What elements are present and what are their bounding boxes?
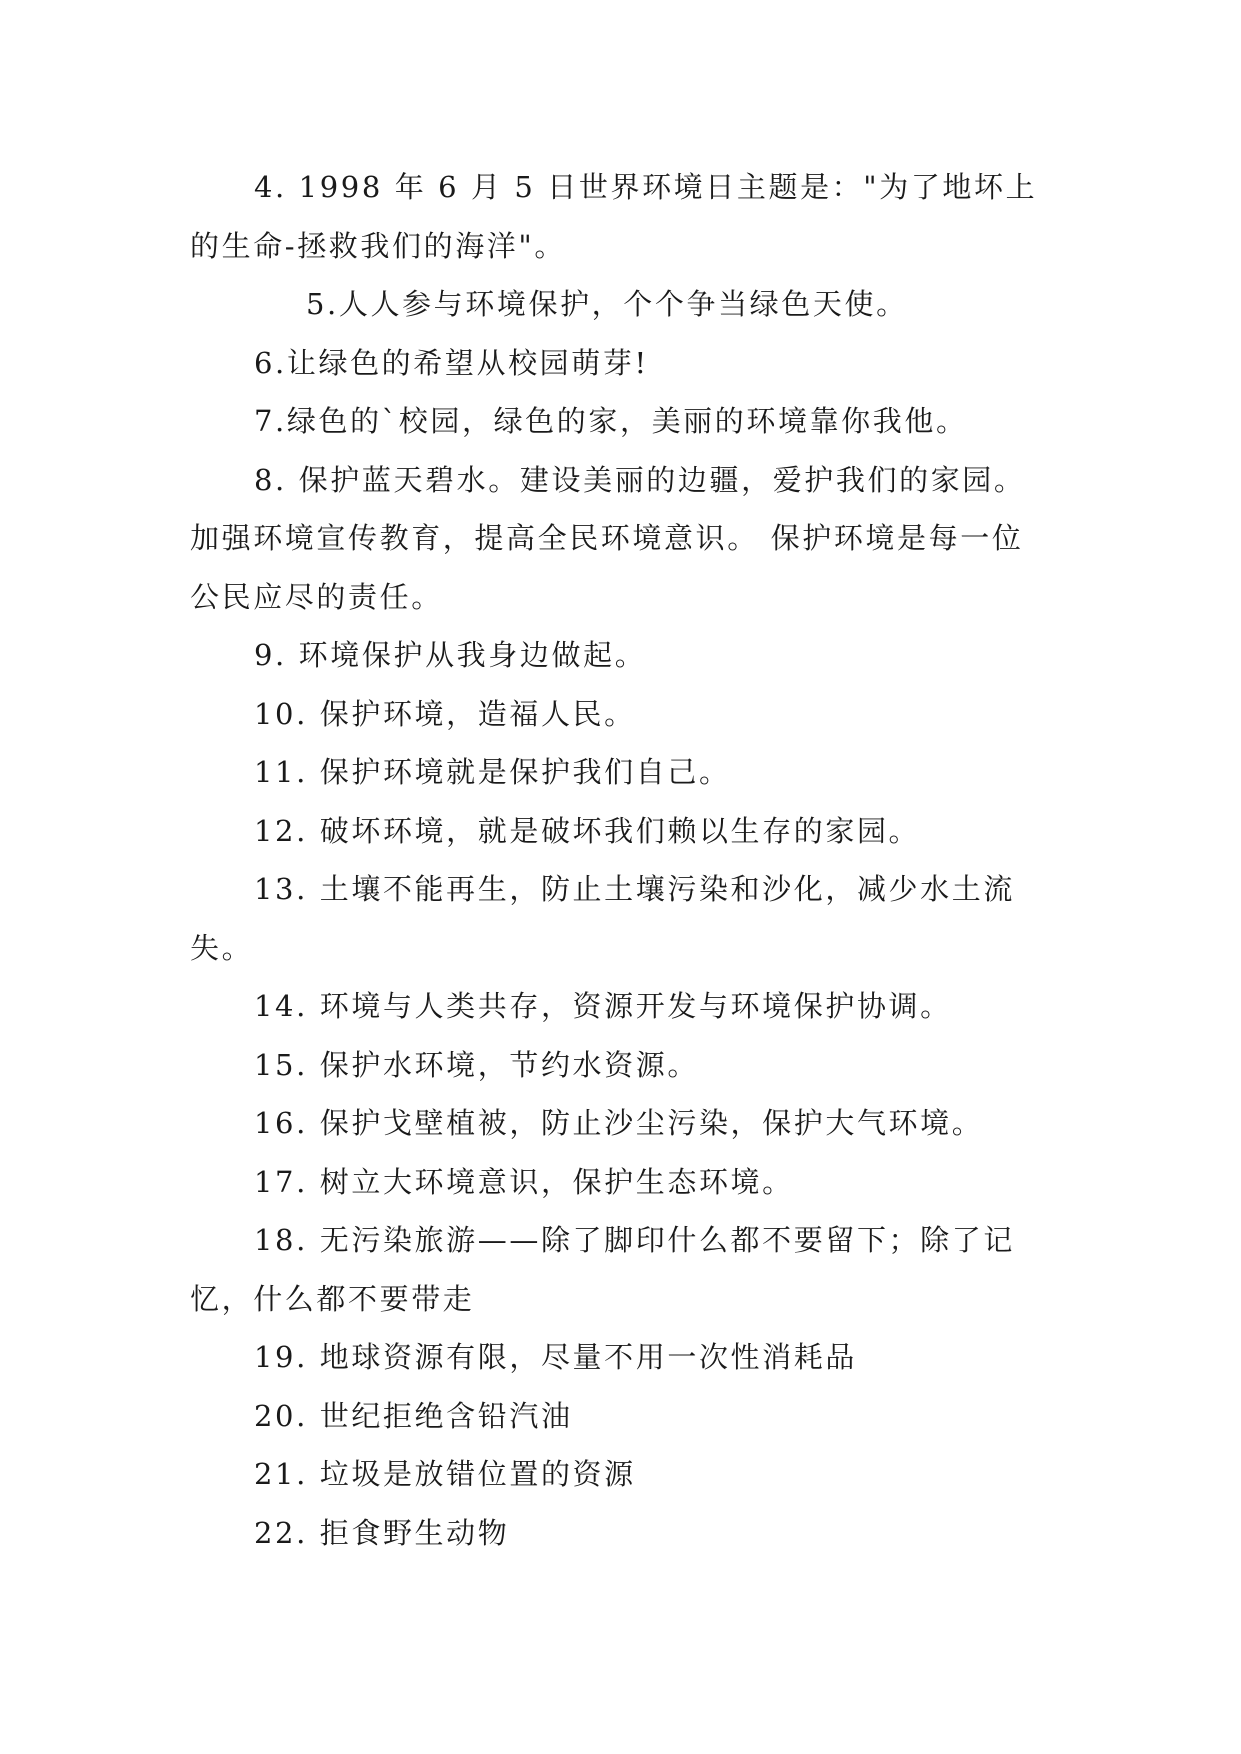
list-item: 11. 保护环境就是保护我们自己。 <box>254 755 731 789</box>
list-item: 21. 垃圾是放错位置的资源 <box>254 1457 636 1491</box>
list-item: 14. 环境与人类共存，资源开发与环境保护协调。 <box>254 989 952 1023</box>
list-item: 8. 保护蓝天碧水。建设美丽的边疆，爱护我们的家园。加强环境宣传教育，提高全民环境意识。 保护环境是每一位公民应尽的责任。 <box>190 462 1026 614</box>
list-item: 10. 保护环境，造福人民。 <box>254 696 636 731</box>
list-item: 20. 世纪拒绝含铅汽油 <box>254 1398 573 1433</box>
list-item: 18. 无污染旅游——除了脚印什么都不要留下；除了记忆，什么都不要带走 <box>190 1223 1015 1316</box>
list-item: 13. 土壤不能再生，防止土壤污染和沙化，减少水土流失。 <box>190 872 1015 965</box>
list-item: 17. 树立大环境意识，保护生态环境。 <box>254 1164 794 1199</box>
list-item: 6.让绿色的希望从校园萌芽! <box>254 345 649 380</box>
list-item: 12. 破坏环境，就是破坏我们赖以生存的家园。 <box>254 813 921 848</box>
list-item: 19. 地球资源有限，尽量不用一次性消耗品 <box>254 1340 857 1374</box>
list-item: 22. 拒食野生动物 <box>254 1515 510 1550</box>
list-item: 9. 环境保护从我身边做起。 <box>254 638 647 672</box>
list-item: 15. 保护水环境，节约水资源。 <box>254 1047 699 1082</box>
list-item: 16. 保护戈壁植被，防止沙尘污染，保护大气环境。 <box>254 1106 984 1140</box>
list-item: 4. 1998 年 6 月 5 日世界环境日主题是："为了地坏上的生命-拯救我们的海洋"。 <box>190 170 1038 263</box>
list-item: 7.绿色的`校园，绿色的家，美丽的环境靠你我他。 <box>254 404 968 438</box>
list-item: 5.人人参与环境保护，个个争当绿色天使。 <box>306 287 908 321</box>
document-body <box>190 158 1054 1562</box>
